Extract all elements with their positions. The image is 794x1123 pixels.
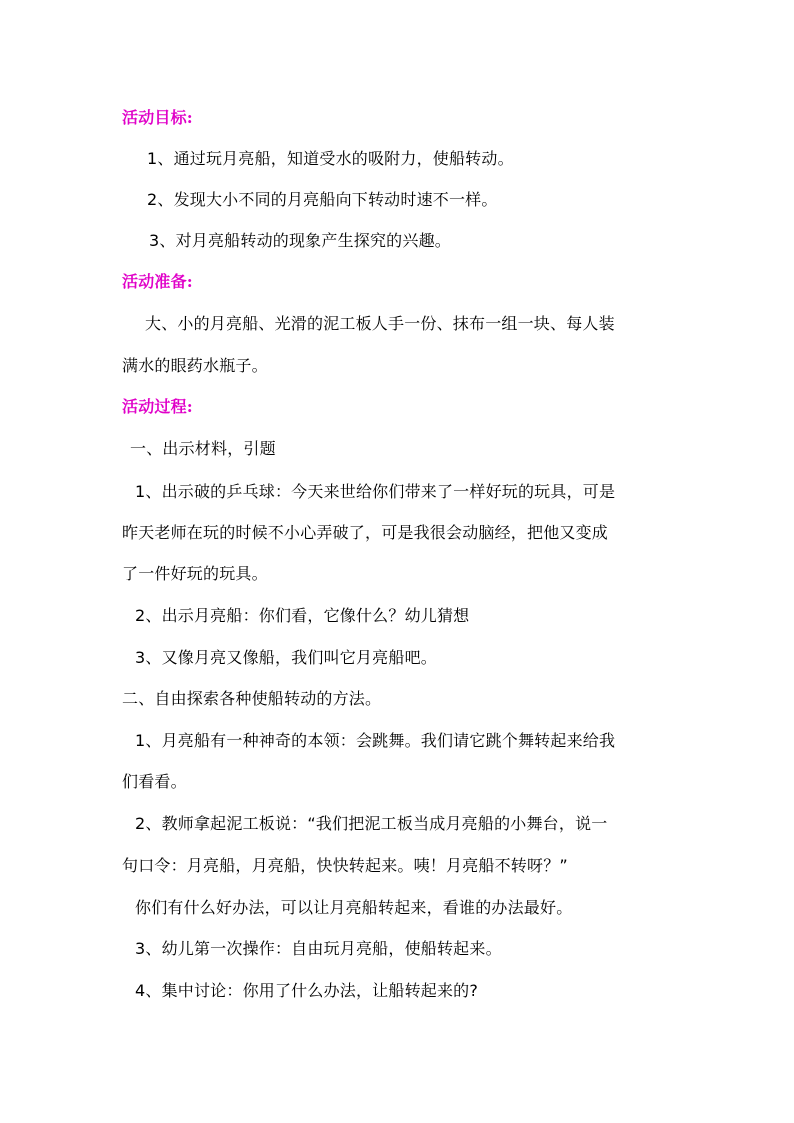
heading-goals: 活动目标: bbox=[122, 108, 193, 127]
process-paragraph: 3、幼儿第一次操作：自由玩月亮船，使船转起来。 bbox=[135, 939, 502, 958]
goal-item: 3、对月亮船转动的现象产生探究的兴趣。 bbox=[149, 231, 451, 250]
goal-item: 2、发现大小不同的月亮船向下转动时速不一样。 bbox=[147, 190, 498, 209]
process-paragraph: 了一件好玩的玩具。 bbox=[122, 564, 268, 583]
process-section-title: 一、出示材料，引题 bbox=[130, 439, 276, 458]
process-paragraph: 你们有什么好办法，可以让月亮船转起来，看谁的办法最好。 bbox=[135, 898, 573, 917]
preparation-text: 满水的眼药水瓶子。 bbox=[122, 356, 268, 375]
process-paragraph: 1、出示破的乒乓球：今天来世给你们带来了一样好玩的玩具，可是 bbox=[135, 482, 616, 501]
process-paragraph: 3、又像月亮又像船，我们叫它月亮船吧。 bbox=[135, 648, 437, 667]
heading-process: 活动过程: bbox=[122, 397, 193, 416]
process-paragraph: 们看看。 bbox=[122, 772, 187, 791]
process-paragraph: 昨天老师在玩的时候不小心弄破了，可是我很会动脑经，把他又变成 bbox=[122, 523, 609, 542]
process-paragraph: 句口令：月亮船，月亮船，快快转起来。咦！月亮船不转呀？” bbox=[122, 856, 568, 875]
preparation-text: 大、小的月亮船、光滑的泥工板人手一份、抹布一组一块、每人装 bbox=[145, 314, 615, 333]
process-paragraph: 2、出示月亮船：你们看，它像什么？幼儿猜想 bbox=[135, 606, 470, 625]
process-paragraph: 4、集中讨论：你用了什么办法，让船转起来的? bbox=[135, 981, 479, 1000]
process-section-title: 二、自由探索各种使船转动的方法。 bbox=[122, 689, 382, 708]
process-paragraph: 1、月亮船有一种神奇的本领：会跳舞。我们请它跳个舞转起来给我 bbox=[135, 731, 616, 750]
process-paragraph: 2、教师拿起泥工板说：“我们把泥工板当成月亮船的小舞台，说一 bbox=[135, 814, 608, 833]
goal-item: 1、通过玩月亮船，知道受水的吸附力，使船转动。 bbox=[147, 149, 514, 168]
heading-preparation: 活动准备: bbox=[122, 272, 193, 291]
